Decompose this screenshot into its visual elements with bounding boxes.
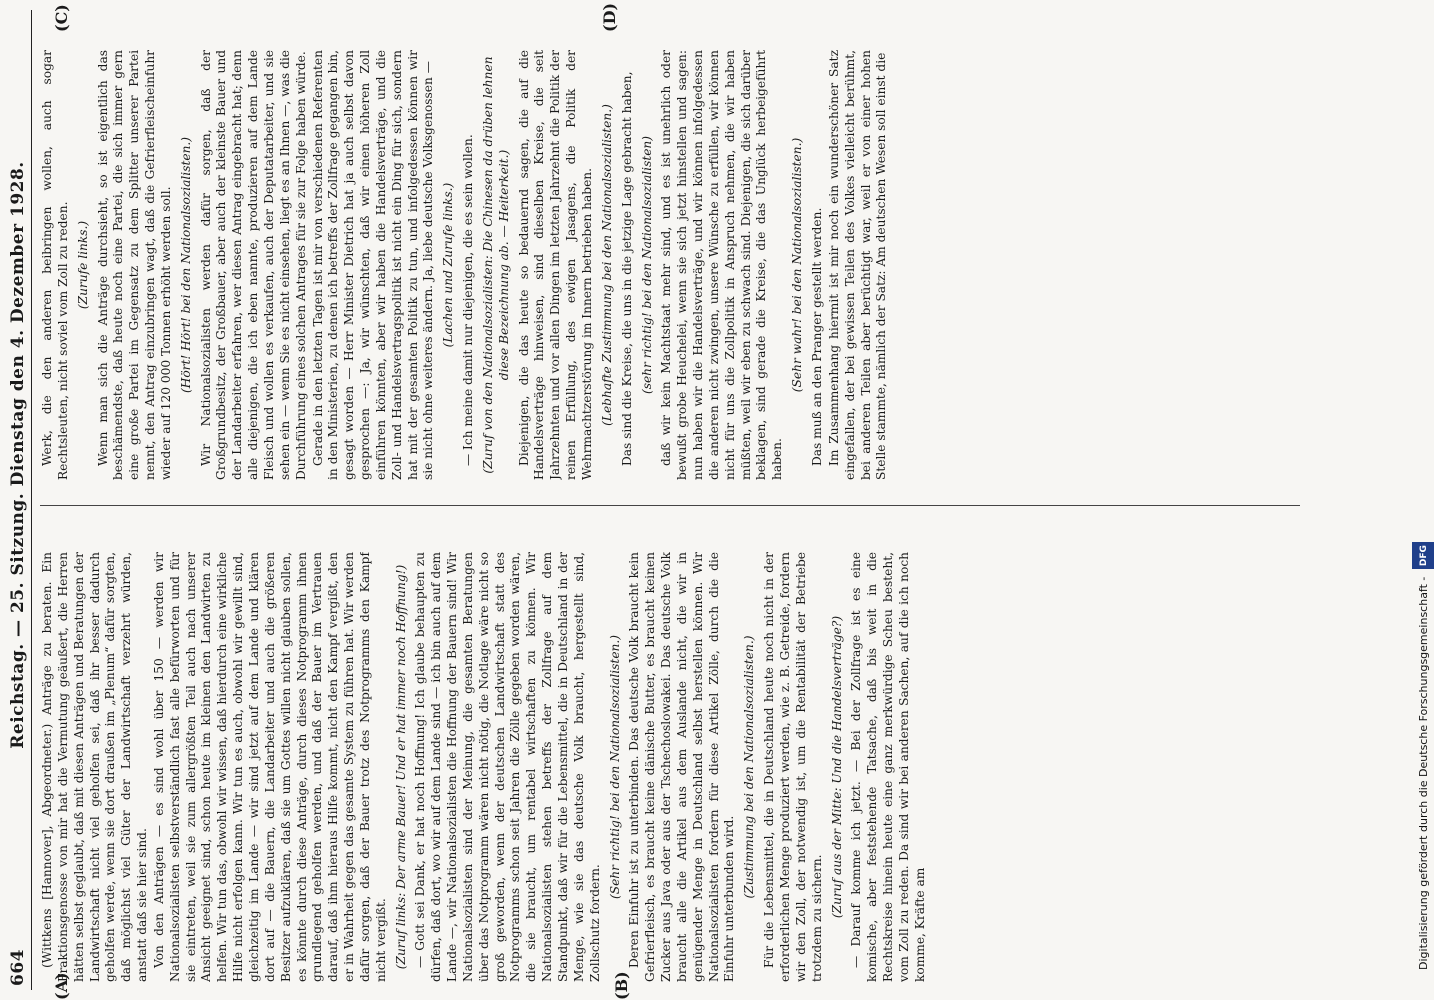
interjection: (Sehr wahr! bei den Nationalsozialisten.) xyxy=(790,137,805,393)
interjection: (Hört! Hört! bei den Nationalsozialisten.) xyxy=(178,136,193,394)
margin-marker-d: (D) xyxy=(600,2,619,32)
interjection: (sehr richtig! bei den Nationalsozialisten) xyxy=(639,135,654,395)
paragraph: Wir Nationalsozialisten werden dafür sorgen, daß der Großgrundbesitz, der Großbauer, aber auch der kleinste Bauer und der Landarbeiter erfahren, wer diesen Antrag eingebracht hat; denn alle diejenigen, die ich eben nannte, produzieren auf dem Lande Fleisch und wollen es verkaufen, auch der Deputatarbeiter, und sie sehen ein — wenn Sie es nicht einsehen, liegt es an Ihnen —, was die Durchführung eines solchen Antrages für sie zur Folge haben würde. xyxy=(198,50,308,480)
paragraph: Gerade in den letzten Tagen ist mir von verschiedenen Referenten in den Ministerien, zu denen ich betreffs der Zollfrage gegangen bin, gesagt worden — Herr Minister Dietrich hat ja auch selbst davon gesprochen —: Ja, wir wünschten, daß wir einen höheren Zoll einführen könnten, aber wir haben die Handelsverträge, und die Zoll- und Handelsvertragspolitik ist nicht ein Ding für sich, sondern hat mit der gesamten Politik zu tun, und infolgedessen können wir sie nicht ohne weiteres ändern. Ja, liebe deutsche Volksgenossen — xyxy=(310,50,436,480)
margin-marker-c: (C) xyxy=(52,4,71,32)
header-rule xyxy=(31,10,32,990)
paragraph: Deren Einfuhr ist zu unterbinden. Das deutsche Volk braucht kein Gefrierfleisch, es braucht keine dänische Butter, es braucht keinen Zucker aus Java oder aus der Tschechoslowakei. Das deutsche Volk braucht alle die Artikel aus dem Auslande nicht, die wir in genügender Menge in Deutschland selbst herstellen können. Wir Nationalsozialisten fordern für diese Artikel Zölle, durch die die Einfuhr unterbunden wird. xyxy=(627,552,737,982)
interjection: (Sehr richtig! bei den Nationalsozialisten.) xyxy=(607,634,622,900)
paragraph: Im Zusammenhang hiermit ist mir noch ein wunderschöner Satz eingefallen, der bei gewissen Teilen des Volkes vielleicht berühmt, bei anderen Teilen aber berüchtigt war, weil er von einer hohen Stelle stammte, nämlich der Satz: Am deutschen Wesen soll einst die xyxy=(826,50,889,480)
paragraph: Von den Anträgen — es sind wohl über 150 — werden wir Nationalsozialisten selbstverständlich fast alle befürworten und für sie eintreten, weil sie zum allergrößten Teil auch nach unserer Ansicht geeignet sind, schon heute im kleinen den Landwirten zu helfen. Wir tun das, obwohl wir wissen, daß hierdurch eine wirkliche Hilfe nicht erfolgen kann. Wir tun es auch, obwohl wir gewillt sind, gleichzeitig im Lande — wir sind jetzt auf dem Lande und klären dort auf — die Bauern, die Landarbeiter und auch die größeren Besitzer aufzuklären, daß sie um Gottes willen nicht glauben sollen, es könnte durch diese Anträge, durch dieses Notprogramm ihnen grundlegend geholfen werden, und daß der Bauer im Vertrauen darauf, daß ihm hieraus Hilfe kommt, nicht den Kampf vergißt, den er in Wahrheit gegen das gesamte System zu führen hat. Wir werden dafür sorgen, daß der Bauer trotz des Notprogramms den Kampf nicht vergißt. xyxy=(151,552,388,982)
paragraph: Wenn man sich die Anträge durchsieht, so ist eigentlich das beschämendste, daß heute noch eine Partei, die sich immer gern eine große Partei im Gegensatz zu dem Splitter unserer Partei nennt, den Antrag einzubringen wagt, daß die Gefrierfleischeinfuhr wieder auf 120 000 Tonnen erhöht werden soll. xyxy=(95,50,173,480)
interjection: (Zustimmung bei den Nationalsozialisten.) xyxy=(742,635,757,899)
margin-marker-a: (A) xyxy=(52,972,71,1000)
dfg-logo-icon: DFG xyxy=(1412,542,1434,569)
page-header xyxy=(6,0,34,1000)
column-divider xyxy=(40,505,1300,506)
footer-text-line xyxy=(1412,0,1434,1000)
left-column xyxy=(40,552,1310,982)
page-number: 664 xyxy=(8,949,28,986)
interjection: (Zuruf links: Der arme Bauer! Und er hat immer noch Hoffnung!) xyxy=(393,564,408,970)
paragraph: Werk, die den anderen beibringen wollen, auch sogar Rechtsleuten, nicht soviel vom Zoll zu reden. xyxy=(40,50,70,480)
paragraph: — Darauf komme ich jetzt. — Bei der Zollfrage ist es eine komische, aber feststehende Tatsache, daß bis weit in die Rechtskreise hinein heute eine ganz merkwürdige Scheu besteht, vom Zoll zu reden. Da sind wir bei anderen Sachen, auf die ich noch komme, Kräfte am xyxy=(849,552,927,982)
digitization-footer xyxy=(1404,0,1434,1000)
paragraph: Für die Lebensmittel, die in Deutschland heute noch nicht in der erforderlichen Menge produziert werden, wie z. B. Getreide, fordern wir den Zoll, der notwendig ist, um die Rentabilität der Betriebe trotzdem zu sichern. xyxy=(762,552,824,982)
paragraph: Das muß an den Pranger gestellt werden. xyxy=(809,207,824,466)
paragraph: (Wittkens [Hannover], Abgeordneter.) Anträge zu beraten. Ein Fraktionsgenosse von mir hat die Vermutung geäußert, die Herren hätten selbst geglaubt, daß mit diesen Anträgen und Beratungen der Landwirtschaft nicht viel geholfen sei, daß ihr besser dadurch geholfen werde, wenn sie dort draußen im „Plenum“ dafür sorgten, daß möglichst viel Güter der Landwirtschaft verzehrt würden, anstatt daß sie hier sind. xyxy=(40,552,150,982)
interjection: (Zuruf von den Nationalsozialisten: Die Chinesen da drüben lehnen diese Bezeichnung ab. — Heiterkeit.) xyxy=(480,56,511,474)
interjection: (Zuruf aus der Mitte: Und die Handelsverträge?) xyxy=(829,615,844,919)
margin-marker-b: (B) xyxy=(612,971,631,1000)
interjection: (Zurufe links.) xyxy=(75,220,90,310)
interjection: (Lachen und Zurufe links.) xyxy=(441,182,456,348)
right-column xyxy=(40,50,1310,480)
footer-text: Digitalisierung gefördert durch die Deutsche Forschungsgemeinschaft - xyxy=(1417,576,1430,970)
page-title: Reichstag. — 25. Sitzung. Dienstag den 4. Dezember 1928. xyxy=(8,161,28,749)
interjection: (Lebhafte Zustimmung bei den Nationalsozialisten.) xyxy=(599,104,614,426)
paragraph: — Gott sei Dank, er hat noch Hoffnung! Ich glaube behaupten zu dürfen, daß dort, wo wir auf dem Lande sind — ich bin auch auf dem Lande —, wir Nationalsozialisten die Hoffnung der Bauern sind! Wir Nationalsozialisten sind der Meinung, die gesamten Beratungen über das Notprogramm wären nicht nötig, die Notlage wäre nicht so groß geworden, wenn der deutschen Landwirtschaft statt des Notprogramms schon seit Jahren die Zölle gegeben worden wären, die sie braucht, um rentabel wirtschaften zu können. Wir Nationalsozialisten stehen betreffs der Zollfrage auf dem Standpunkt, daß wir für die Lebensmittel, die in Deutschland in der Menge, wie sie das deutsche Volk braucht, hergestellt sind, Zollschutz fordern. xyxy=(413,552,602,982)
paragraph: — Ich meine damit nur diejenigen, die es sein wollen. xyxy=(461,134,476,466)
paragraph: Diejenigen, die das heute so bedauernd sagen, die auf die Handelsverträge hinweisen, sind dieselben Kreise, die seit Jahrzehnten und vor allen Dingen im letzten Jahrzehnt die Politik der reinen Erfüllung, des ewigen Jasagens, die Politik der Wehrmachtzerstörung im Innern betrieben haben. xyxy=(516,50,594,480)
paragraph: Das sind die Kreise, die uns in die jetzige Lage gebracht haben, xyxy=(619,71,634,466)
paragraph: daß wir kein Machtstaat mehr sind, und es ist unehrlich oder bewußt grobe Heuchelei, wenn sie sich jetzt hinstellen und sagen: nun haben wir die Handelsverträge, und wir können infolgedessen die anderen nicht zwingen, unsere Wünsche zu erfüllen, wir können nicht für uns die Zollpolitik in Anspruch nehmen, die wir haben müßten, weil wir eben zu schwach sind. Diejenigen, die sich darüber beklagen, sind gerade die Kreise, die das Unglück herbeigeführt haben. xyxy=(659,50,785,480)
